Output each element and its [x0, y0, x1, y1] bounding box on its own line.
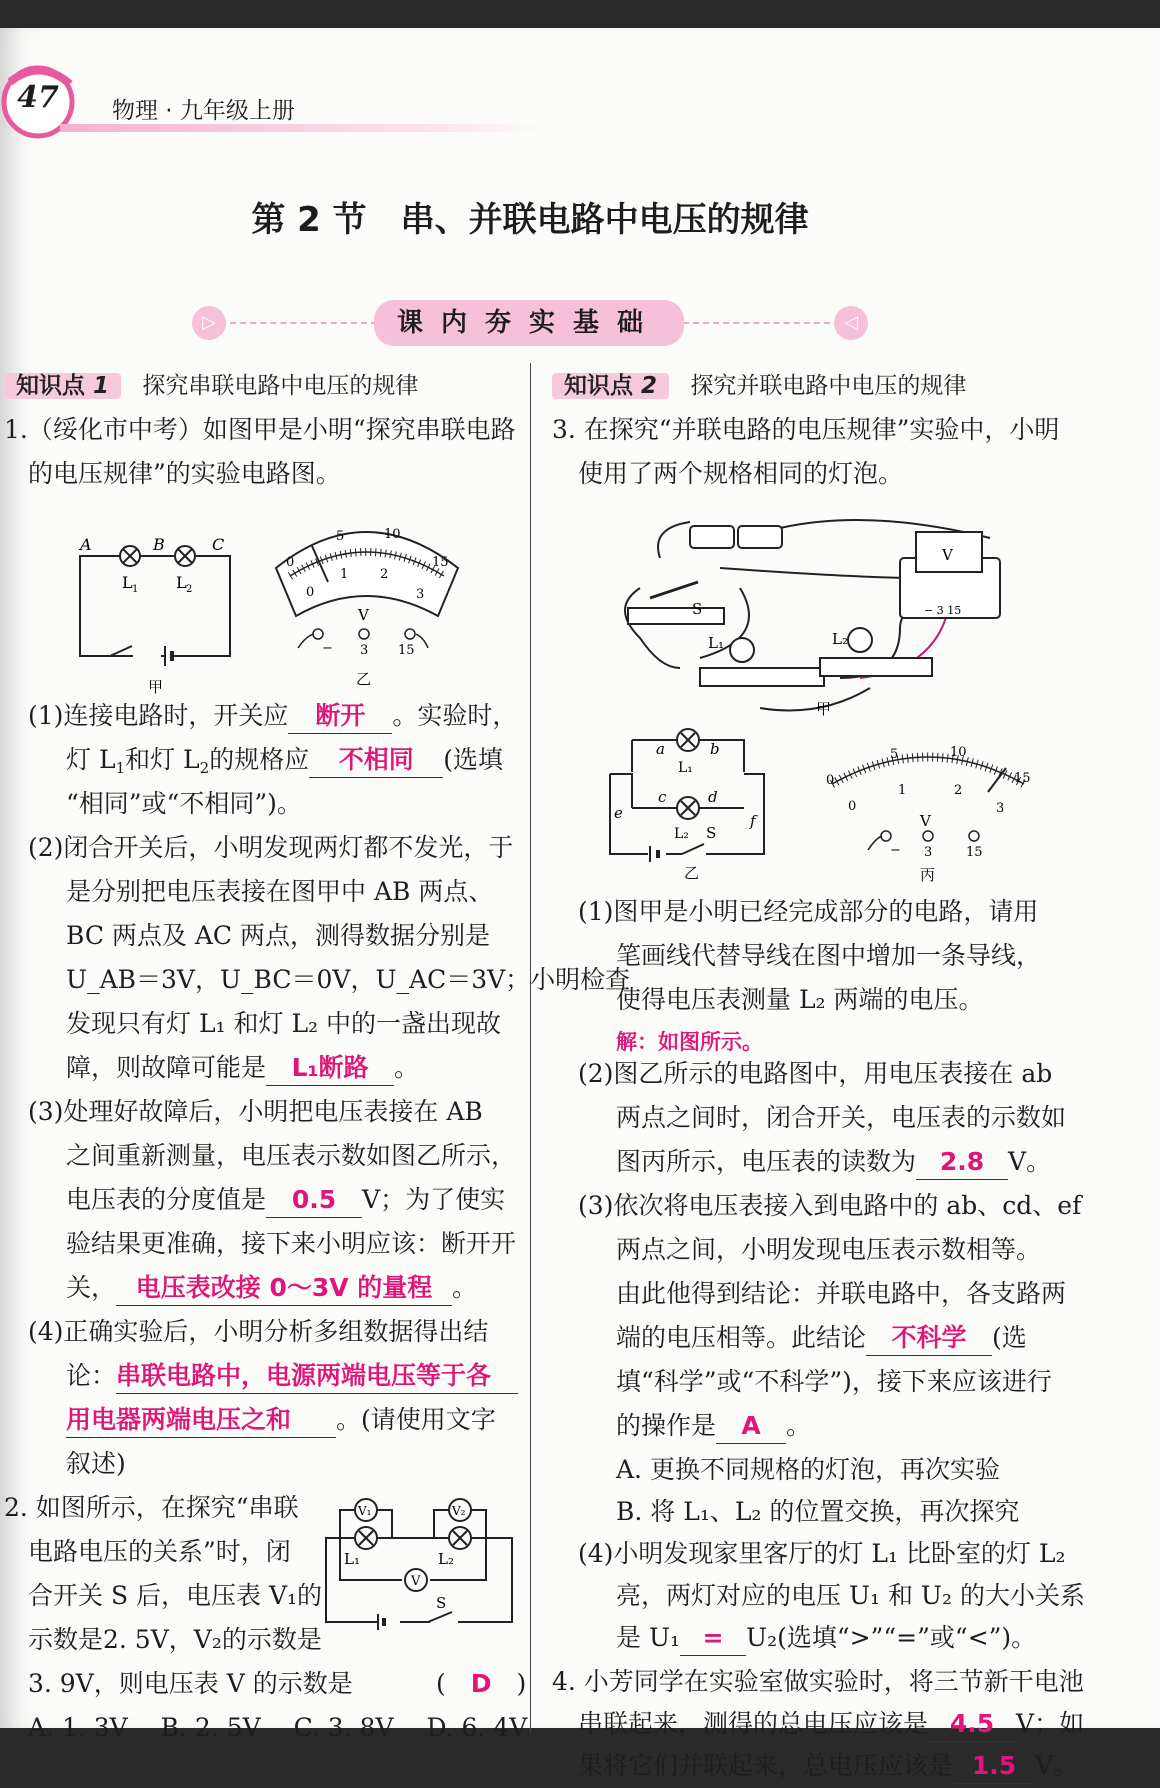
svg-text:5: 5	[336, 529, 345, 544]
svg-text:d: d	[708, 788, 718, 806]
q3-part1-line1: (1)图甲是小明已经完成部分的电路，请用	[578, 897, 1039, 926]
q1-answer-fault: L₁断路	[291, 1053, 369, 1082]
q3-figure-jia-apparatus	[620, 518, 1010, 718]
svg-text:2: 2	[380, 567, 389, 582]
figure-bing-caption: 丙	[920, 866, 936, 884]
svg-text:15: 15	[966, 845, 983, 860]
q3-stem-line2: 使用了两个规格相同的灯泡。	[578, 459, 904, 488]
lamp-l1-label: L	[122, 573, 133, 592]
q1-part4-line3: 用电器两端电压之和 。(请使用文字	[66, 1398, 496, 1442]
svg-text:3: 3	[416, 587, 425, 602]
q1-answer-switch: 断开	[315, 701, 366, 730]
svg-text:0: 0	[826, 773, 835, 788]
q3-part3-line4: 端的电压相等。此结论 不科学 (选	[616, 1316, 1027, 1360]
svg-text:L₂: L₂	[438, 1550, 454, 1568]
q2-answer: D	[470, 1669, 492, 1698]
q3-part2-line1: (2)图乙所示的电路图中，用电压表接在 ab	[578, 1059, 1053, 1088]
svg-text:f: f	[750, 812, 756, 830]
q1-part2-line4: U_AB＝3V，U_BC＝0V，U_AC＝3V；小明检查	[66, 965, 631, 994]
svg-text:V₂: V₂	[452, 1504, 466, 1518]
banner-label: 课内夯实基础	[374, 300, 684, 346]
q1-part2-line6: 障，则故障可能是 L₁断路 。	[66, 1046, 419, 1090]
q1-answer-spec: 不相同	[338, 745, 414, 774]
lamp-l2-label: L	[176, 573, 187, 592]
q3-figure-bing-voltmeter	[820, 738, 1040, 888]
q3-part4-line3: 是 U₁ = U₂(选填“>”“=”或“<”)。	[616, 1616, 1036, 1660]
q3-stem-line1: 3. 在探究“并联电路的电压规律”实验中，小明	[552, 415, 1060, 444]
q2-line3: 合开关 S 后，电压表 V₁的	[28, 1581, 323, 1610]
q2-options: A. 1. 3V B. 2. 5V C. 3. 8V D. 6. 4V	[28, 1713, 528, 1742]
q3-part3-line2: 两点之间，小明发现电压表示数相等。	[616, 1235, 1042, 1264]
q3-figure-yi-circuit	[604, 722, 774, 882]
q1-part1-line1: (1)连接电路时，开关应 断开 。实验时，	[28, 694, 517, 738]
svg-text:e: e	[614, 804, 623, 822]
svg-text:S: S	[706, 824, 717, 842]
q1-part2-line5: 发现只有灯 L₁ 和灯 L₂ 中的一盏出现故	[66, 1009, 502, 1038]
kp2-tag: 知识点 2	[552, 373, 669, 399]
page-number: 47	[17, 80, 59, 115]
q3-part2-line3: 图丙所示，电压表的读数为 2.8 V。	[616, 1140, 1051, 1184]
q2-line5: 3. 9V，则电压表 V 的示数是	[28, 1669, 353, 1698]
kp2-heading: 知识点 2 探究并联电路中电压的规律	[552, 364, 966, 408]
svg-text:−: −	[890, 843, 901, 858]
q1-part3-line5: 关， 电压表改接 0～3V 的量程 。	[66, 1266, 477, 1310]
svg-text:1: 1	[340, 567, 349, 582]
column-divider	[530, 363, 531, 1733]
svg-text:15: 15	[398, 643, 415, 658]
q3-part1-answer: 解：如图所示。	[616, 1030, 763, 1054]
q1-part3-line1: (3)处理好故障后，小明把电压表接在 AB	[28, 1097, 483, 1126]
q1-stem-line2: 的电压规律”的实验电路图。	[28, 459, 341, 488]
q1-part2-line1: (2)闭合开关后，小明发现两灯都不发光，于	[28, 833, 514, 862]
svg-text:3: 3	[924, 845, 933, 860]
svg-text:− 3 15: − 3 15	[924, 604, 962, 617]
q1-part2-line3: BC 两点及 AC 两点，测得数据分别是	[66, 921, 490, 950]
figure-yi3-caption: 乙	[684, 864, 700, 882]
section-title: 第 2 节 串、并联电路中电压的规律	[251, 200, 809, 240]
figure-yi-caption: 乙	[356, 670, 372, 688]
q3-part1-line2: 笔画线代替导线在图中增加一条导线，	[616, 941, 1042, 970]
q1-part1-line2: 灯 $L_1$和灯 $L_2$的规格应 不相同 (选填	[66, 745, 503, 777]
q2-line4: 示数是2. 5V，V₂的示数是	[28, 1625, 322, 1654]
q3-option-b: B. 将 L₁、L₂ 的位置交换，再次探究	[616, 1497, 1020, 1526]
svg-text:2: 2	[954, 783, 963, 798]
q2-line2: 电路电压的关系”时，闭	[28, 1537, 291, 1566]
q3-part1-line3: 使得电压表测量 L₂ 两端的电压。	[616, 985, 984, 1014]
q4-line3: 果将它们并联起来，总电压应该是 1.5 V。	[578, 1744, 1078, 1788]
q2-line1: 2. 如图所示，在探究“串联	[4, 1493, 299, 1522]
figure-jia3-caption: 甲	[816, 700, 832, 718]
svg-text:−: −	[322, 641, 333, 656]
svg-text:15: 15	[432, 555, 449, 570]
svg-text:10: 10	[384, 527, 401, 542]
q3-part2-line2: 两点之间时，闭合开关，电压表的示数如	[616, 1103, 1067, 1132]
q3-part4-line2: 亮，两灯对应的电压 U₁ 和 U₂ 的大小关系	[616, 1581, 1085, 1610]
q1-part2-line2: 是分别把电压表接在图甲中 AB 两点、	[66, 877, 494, 906]
svg-text:1: 1	[132, 584, 139, 595]
node-b-label: B	[153, 536, 165, 554]
svg-text:S: S	[436, 1594, 447, 1612]
q3-option-a: A. 更换不同规格的灯泡，再次实验	[616, 1455, 1000, 1484]
q1-answer-conclusion-b: 用电器两端电压之和	[66, 1405, 292, 1434]
svg-text:10: 10	[950, 745, 967, 760]
q1-stem-line1: 1.（绥化市中考）如图甲是小明“探究串联电路	[4, 415, 516, 444]
q1-answer-division: 0.5	[291, 1185, 337, 1214]
svg-text:5: 5	[890, 747, 899, 762]
q3-answer-scientific: 不科学	[891, 1323, 967, 1352]
q1-part4-line2: 论：串联电路中，电源两端电压等于各	[66, 1354, 518, 1398]
q3-part3-line5: 填“科学”或“不科学”)，接下来应该进行	[616, 1367, 1052, 1396]
q3-part3-line1: (3)依次将电压表接入到电路中的 ab、cd、ef	[578, 1191, 1082, 1220]
svg-text:V: V	[411, 1574, 421, 1589]
svg-text:0: 0	[306, 585, 315, 600]
kp1-tag: 知识点 1	[4, 373, 121, 399]
svg-text:L₁: L₁	[344, 1550, 360, 1568]
node-c-label: C	[212, 536, 225, 554]
q3-answer-reading: 2.8	[939, 1147, 985, 1176]
q3-answer-compare: =	[702, 1623, 724, 1652]
svg-text:L₁: L₁	[678, 760, 693, 776]
svg-text:V: V	[920, 812, 931, 830]
banner-left-arrow-icon: ▷	[192, 306, 226, 340]
svg-text:L₁: L₁	[708, 634, 724, 652]
q1-part1-line3: “相同”或“不相同”)。	[66, 789, 302, 818]
header-rule	[60, 124, 540, 132]
workbook-page	[0, 28, 1160, 1780]
q4-answer-series: 4.5	[949, 1709, 995, 1738]
q1-answer-range: 电压表改接 0～3V 的量程	[135, 1273, 433, 1302]
svg-text:b: b	[710, 740, 720, 758]
q4-answer-parallel: 1.5	[971, 1751, 1017, 1780]
q1-part4-line4: 叙述)	[66, 1449, 126, 1478]
svg-text:V: V	[358, 606, 369, 624]
svg-text:V: V	[942, 546, 953, 564]
svg-text:L₂: L₂	[674, 826, 689, 842]
node-a-label: A	[80, 536, 92, 554]
svg-text:L₂: L₂	[832, 630, 848, 648]
svg-text:1: 1	[898, 783, 907, 798]
svg-text:V₁: V₁	[358, 1504, 372, 1518]
q2-answer-bracket: ( D )	[436, 1669, 527, 1698]
q2-figure-circuit	[318, 1488, 518, 1638]
figure-jia-caption: 甲	[148, 678, 164, 696]
svg-text:S: S	[692, 600, 703, 618]
q1-figure-jia-circuit	[70, 536, 240, 696]
q1-part3-line3: 电压表的分度值是 0.5 V；为了使实	[66, 1178, 505, 1222]
banner-right-arrow-icon: ◁	[834, 306, 868, 340]
book-title: 物理 · 九年级上册	[112, 98, 295, 124]
q4-line1: 4. 小芳同学在实验室做实验时，将三节新干电池	[552, 1667, 1084, 1696]
svg-text:0: 0	[286, 555, 295, 570]
q1-figure-yi-voltmeter	[268, 506, 468, 696]
q1-part4-line1: (4)正确实验后，小明分析多组数据得出结	[28, 1317, 489, 1346]
svg-text:3: 3	[360, 643, 369, 658]
q3-part4-line1: (4)小明发现家里客厅的灯 L₁ 比卧室的灯 L₂	[578, 1539, 1066, 1568]
q1-part3-line2: 之间重新测量，电压表示数如图乙所示，	[66, 1141, 517, 1170]
q1-part3-line4: 验结果更准确，接下来小明应该：断开开	[66, 1229, 517, 1258]
svg-text:a: a	[656, 740, 665, 758]
q3-part3-line3: 由此他得到结论：并联电路中，各支路两	[616, 1279, 1067, 1308]
q3-part3-line6: 的操作是 A 。	[616, 1404, 811, 1448]
svg-text:2: 2	[186, 584, 193, 595]
q4-line2: 串联起来，测得的总电压应该是 4.5 V；如	[578, 1702, 1084, 1746]
svg-text:15: 15	[1014, 771, 1031, 786]
svg-text:3: 3	[996, 801, 1005, 816]
q1-answer-conclusion-a: 串联电路中，电源两端电压等于各	[116, 1361, 492, 1390]
svg-text:c: c	[658, 788, 667, 806]
svg-text:0: 0	[848, 799, 857, 814]
q3-answer-operation: A	[741, 1411, 761, 1440]
kp1-heading: 知识点 1 探究串联电路中电压的规律	[4, 364, 418, 408]
